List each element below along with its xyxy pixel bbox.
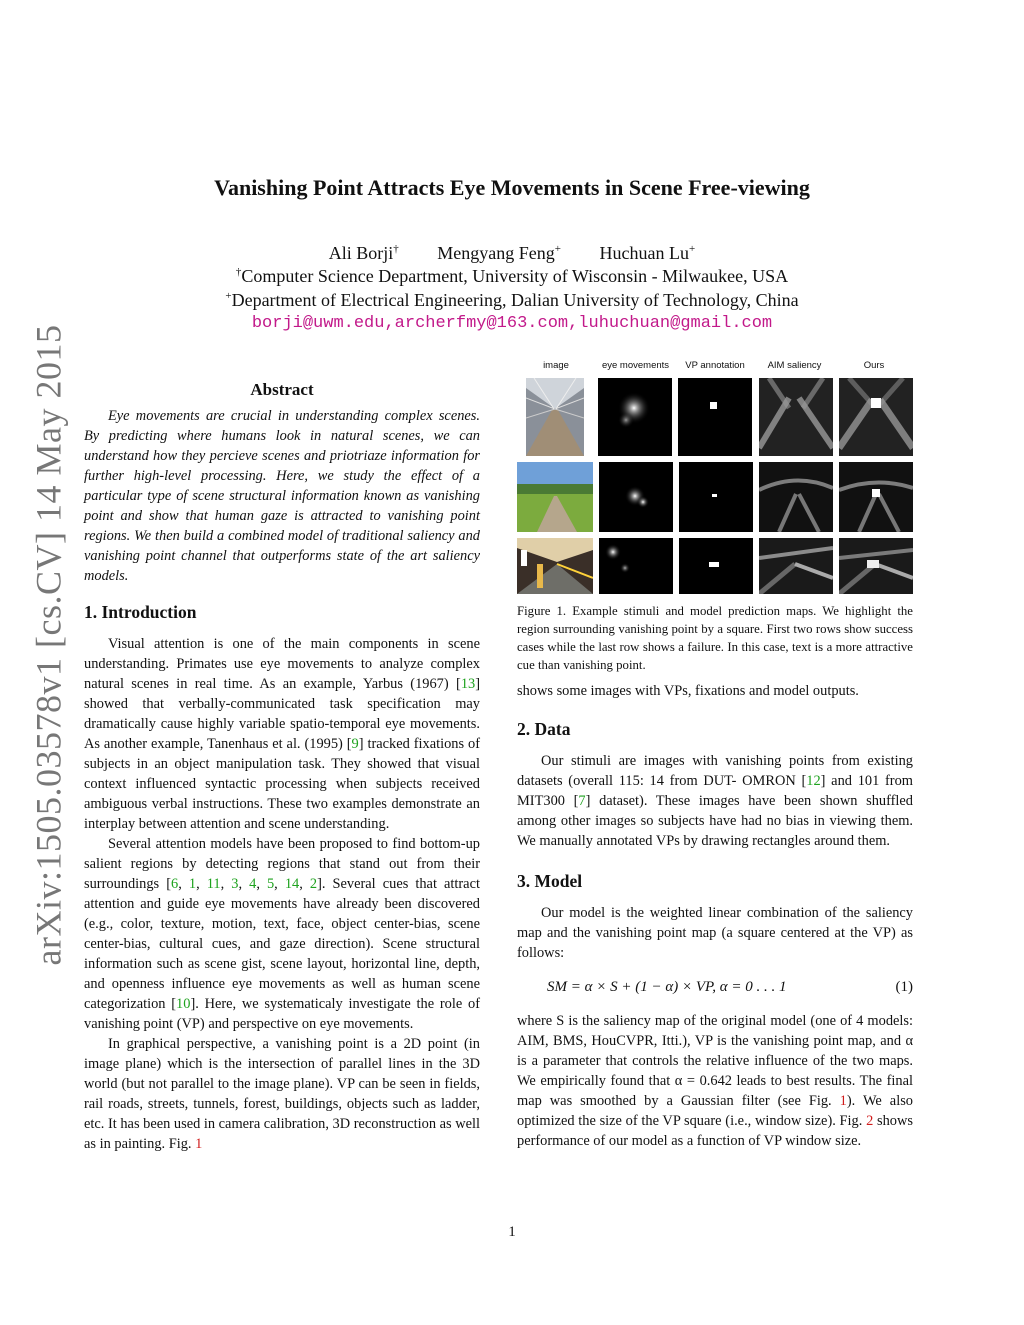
figure-row-2 [517, 462, 913, 532]
eye-movement-map-2 [599, 462, 673, 532]
right-column [517, 681, 913, 1151]
figure-row-3 [517, 538, 913, 594]
author-emails[interactable]: borji@uwm.edu,archerfmy@163.com,luhuchuan@gmail.com [251, 314, 773, 333]
fig-header-vp-annotation: VP annotation [685, 360, 745, 371]
intro-paragraph-3: In graphical perspective, a vanishing point is a 2D point (in image plane) which is the intersection of parallel lines in the 3D world (but not parallel to the image plane). VP can be seen in fields, rail roads, streets, tunnels, forest, buildings, objects such as ladder, etc. It has been used in camera calibration, 3D reconstruction as well as in painting. Fig. 1 [84, 1036, 480, 1152]
arxiv-stamp: arXiv:1505.03578v1 [cs.CV] 14 May 2015 [28, 324, 68, 966]
aim-saliency-map-2 [759, 462, 833, 532]
citation-link[interactable]: 13 [460, 676, 476, 692]
equation-body: SM = α × S + (1 − α) × VP, α = 0 . . . 1 [547, 979, 787, 995]
model-after-equation: where S is the saliency map of the original model (one of 4 models: AIM, BMS, HouCVPR, Itti.), VP is the vanishing point map, and α is a parameter that controls the relative influence of the two maps. We empirically found that α = 0.642 leads to best results. The final map was smoothed by a Gaussian filter (see Fig. 1). We also optimized the size of the VP square (i.e., window size). Fig. 2 shows performance of our model as a function of VP window size. [517, 1013, 913, 1149]
citation-link[interactable]: 5 [266, 876, 275, 892]
figure-continuation-text: shows some images with VPs, fixations and model outputs. [517, 683, 859, 699]
affiliation-wisconsin: †Computer Science Department, University of Wisconsin - Milwaukee, USA [235, 266, 789, 286]
aim-saliency-map-3 [759, 538, 833, 594]
intro-paragraph-1: Visual attention is one of the main components in scene understanding. Primates use eye movements to analyze complex natural scenes in real time. As an example, Yarbus (1967) [13] showed that verbally-communicated task specification may dramatically cause highly variable spatio-temporal eye movements. As another example, Tanenhaus et al. (1995) [9] tracked fixations of subjects in an object manipulation task. They showed that visual context influenced syntactic processing when subjects received ambiguous verbal instructions. These two examples demonstrate an interplay between attention and scene understanding. [84, 636, 481, 832]
model-paragraph: Our model is the weighted linear combination of the saliency map and the vanishing point map (a square centered at the VP) as follows: [517, 905, 913, 961]
citation-link[interactable]: 14 [284, 876, 300, 892]
data-paragraph: Our stimuli are images with vanishing points from existing datasets (overall 115: 14 from DUT- OMRON [12] and 101 from MIT300 [7] dataset). These images have been shown shuffled among other images so subjects have had no bias in viewing them. We manually annotated VPs by drawing rectangles around them. [517, 753, 913, 849]
equation-1 [517, 977, 913, 997]
ours-map-1 [839, 378, 913, 456]
citation-link[interactable]: 9 [351, 736, 359, 752]
paper-title: Vanishing Point Attracts Eye Movements in Scene Free-viewing [214, 175, 810, 200]
page-number: 1 [508, 1224, 516, 1240]
ours-map-2 [839, 462, 913, 532]
citation-link[interactable]: 3 [231, 876, 239, 892]
fig-header-aim-saliency: AIM saliency [767, 360, 822, 371]
figure-column-headers [517, 360, 913, 378]
affiliation-dalian: +Department of Electrical Engineering, Dalian University of Technology, China [225, 290, 799, 310]
data-heading: 2. Data [517, 719, 571, 739]
figure-link[interactable]: 1 [195, 1136, 203, 1152]
abstract-text: Eye movements are crucial in understanding complex scenes. By predicting where humans look in natural scenes, we can understand how they percieve scenes and priotriaze information for further high-level processing. Here, we study the effect of a particular type of scene structural information known as vanishing point and show that human gaze is attracted to vanishing point regions. We then build a combined model of traditional saliency and vanishing point channel that outperforms state of the art saliency models. [84, 408, 480, 584]
stimulus-image-bridge [526, 378, 584, 456]
figure-row-1 [517, 378, 913, 456]
figure-link[interactable]: 2 [866, 1113, 874, 1129]
abstract-heading: Abstract [250, 380, 314, 399]
eye-movement-map-1 [598, 378, 672, 456]
author-feng: Mengyang Feng+ [437, 243, 561, 263]
ours-map-3 [839, 538, 913, 594]
fig-header-eye-movements: eye movements [601, 360, 670, 371]
author-lu: Huchuan Lu+ [599, 243, 696, 263]
aim-saliency-map-1 [759, 378, 833, 456]
figure-1-caption: Figure 1. Example stimuli and model prediction maps. We highlight the region surrounding vanishing point by a square. First two rows show success cases while the last row shows a failure. In this case, text is a more attractive cue than vanishing point. [517, 604, 913, 672]
fig-header-image: image [543, 360, 569, 371]
citation-link[interactable]: 7 [578, 793, 586, 809]
citation-link[interactable]: 12 [806, 773, 821, 789]
stimulus-image-subway [517, 538, 593, 594]
vp-annotation-map-1 [678, 378, 752, 456]
vp-annotation-map-2 [679, 462, 753, 532]
author-borji: Ali Borji† [328, 243, 399, 263]
author-list [0, 243, 1024, 264]
citation-link[interactable]: 1 [188, 876, 197, 892]
equation-number: (1) [895, 979, 913, 995]
citation-link[interactable]: 2 [309, 876, 318, 892]
intro-heading: 1. Introduction [84, 602, 197, 622]
intro-paragraph-2: Several attention models have been proposed to find bottom-up salient regions by detecting regions that stand out from their surroundings [6, 1, 11, 3, 4, 5, 14, 2]. Several cues that attract attention and guide eye movements have already been discovered (e.g., color, texture, motion, text, face, object center-bias, scene center-bias, cultural cues, and gaze direction). Scene structural information such as scene gist, scene layout, horizontal line, depth, and openness influence eye movements as well as human scene categorization [10]. Here, we systematicaly investigate the role of vanishing point (VP) and perspective on eye movements. [84, 836, 480, 1032]
figure-1 [517, 360, 913, 600]
stimulus-image-field [517, 462, 593, 532]
citation-link[interactable]: 6 [171, 876, 179, 892]
fig-header-ours: Ours [863, 360, 885, 371]
eye-movement-map-3 [599, 538, 673, 594]
citation-link[interactable]: 11 [206, 876, 221, 892]
left-column [84, 380, 480, 1154]
figure-link[interactable]: 1 [839, 1093, 847, 1109]
vp-annotation-map-3 [679, 538, 753, 594]
citation-link[interactable]: 4 [249, 876, 257, 892]
model-heading: 3. Model [517, 871, 583, 891]
citation-link[interactable]: 10 [176, 996, 191, 1012]
